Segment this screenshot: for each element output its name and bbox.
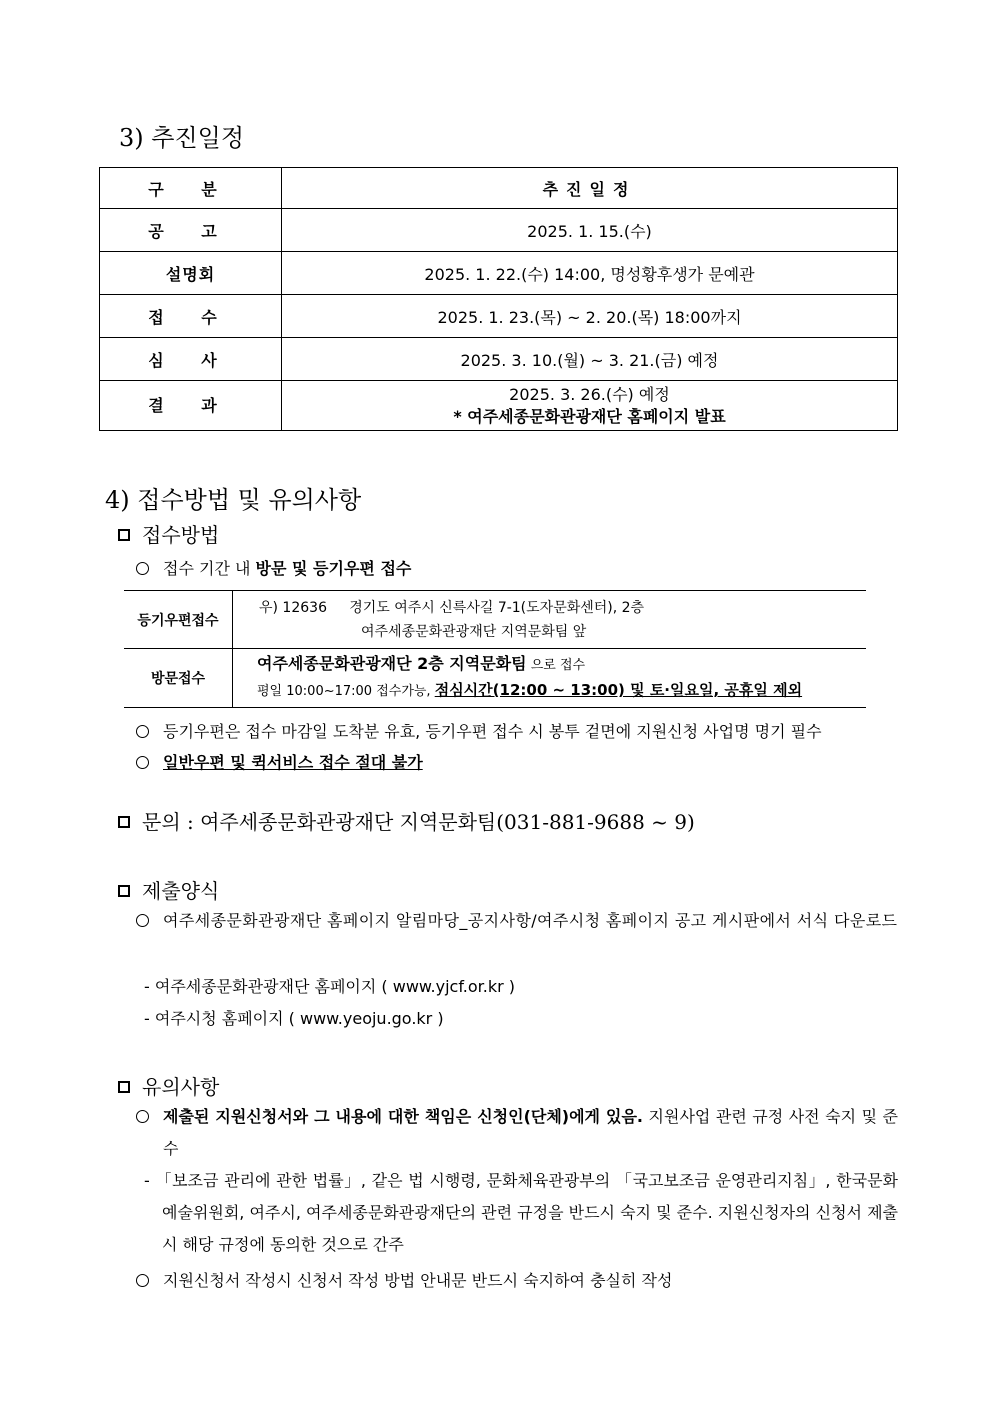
method-heading-text: 접수방법 xyxy=(142,523,220,547)
cautions-dash xyxy=(144,1165,898,1261)
method-heading xyxy=(118,519,219,548)
method-intro-bold: 방문 및 등기우편 접수 xyxy=(255,559,412,578)
header-schedule: 추진일정 xyxy=(282,168,898,209)
cautions-item-1-bold: 제출된 지원신청서와 그 내용에 대한 책임은 신청인(단체)에게 있음. xyxy=(163,1107,644,1126)
cautions-heading xyxy=(118,1071,219,1100)
forms-item-text: 여주세종문화관광재단 홈페이지 알림마당_공지사항/여주시청 홈페이지 공고 게시판에서 서식 다운로드 xyxy=(163,911,898,930)
header-category: 구 분 xyxy=(100,168,282,209)
row-label: 결 과 xyxy=(100,381,282,431)
square-bullet-icon xyxy=(118,816,130,828)
cautions-item-2-text: 지원신청서 작성시 신청서 작성 방법 안내문 반드시 숙지하여 충실히 작성 xyxy=(163,1271,673,1290)
inquiry-text: 문의 : 여주세종문화관광재단 지역문화팀(031-881-9688 ~ 9) xyxy=(142,810,695,834)
circle-bullet-icon xyxy=(136,725,149,738)
method-intro xyxy=(136,556,411,579)
cautions-item-1 xyxy=(136,1101,898,1165)
result-date: 2025. 3. 26.(수) 예정 xyxy=(509,384,670,404)
visit-value xyxy=(233,649,867,708)
row-label: 심 사 xyxy=(100,338,282,381)
reception-table xyxy=(124,590,866,708)
visit-place: 여주세종문화관광재단 2층 지역문화팀 xyxy=(257,654,527,673)
circle-bullet-icon xyxy=(136,562,149,575)
square-bullet-icon xyxy=(118,885,130,897)
forms-heading xyxy=(118,875,219,904)
inquiry-line xyxy=(118,806,695,835)
forms-link-2[interactable]: - 여주시청 홈페이지 ( www.yeoju.go.kr ) xyxy=(144,1009,444,1028)
table-row xyxy=(100,338,898,381)
row-value: 2025. 1. 23.(목) ~ 2. 20.(목) 18:00까지 xyxy=(282,295,898,338)
square-bullet-icon xyxy=(118,1081,130,1093)
mail-row xyxy=(124,591,866,649)
row-value: 2025. 1. 22.(수) 14:00, 명성황후생가 문예관 xyxy=(282,252,898,295)
section-4-title: 4) 접수방법 및 유의사항 xyxy=(105,486,362,514)
method-note-2-text: 일반우편 및 퀵서비스 접수 절대 불가 xyxy=(163,753,423,772)
row-label: 공 고 xyxy=(100,209,282,252)
circle-bullet-icon xyxy=(136,756,149,769)
cautions-item-2 xyxy=(136,1268,672,1291)
table-row xyxy=(100,209,898,252)
cautions-heading-text: 유의사항 xyxy=(142,1075,220,1099)
table-header-row xyxy=(100,168,898,209)
mail-address-line1: 우) 12636 경기도 여주시 신륵사길 7-1(도자문화센터), 2층 xyxy=(259,599,645,616)
visit-exclusion: 점심시간(12:00 ~ 13:00) 및 토·일요일, 공휴일 제외 xyxy=(434,681,803,699)
forms-link-1[interactable]: - 여주세종문화관광재단 홈페이지 ( www.yjcf.or.kr ) xyxy=(144,977,516,996)
circle-bullet-icon xyxy=(136,1110,149,1123)
mail-label: 등기우편접수 xyxy=(124,591,233,649)
mail-address-line2: 여주세종문화관광재단 지역문화팀 앞 xyxy=(361,623,587,640)
table-row xyxy=(100,252,898,295)
circle-bullet-icon xyxy=(136,1274,149,1287)
visit-label: 방문접수 xyxy=(124,649,233,708)
cautions-item-1-plain: 지원사업 관련 규정 사전 숙지 및 준수 xyxy=(163,1107,898,1158)
visit-row xyxy=(124,649,866,708)
row-label: 접 수 xyxy=(100,295,282,338)
table-row xyxy=(100,295,898,338)
row-value xyxy=(282,381,898,431)
forms-heading-text: 제출양식 xyxy=(142,879,220,903)
mail-value xyxy=(233,591,867,649)
schedule-table xyxy=(99,167,898,431)
result-note: * 여주세종문화관광재단 홈페이지 발표 xyxy=(453,406,726,426)
row-value: 2025. 1. 15.(수) xyxy=(282,209,898,252)
forms-item xyxy=(136,905,898,937)
section-3-title: 3) 추진일정 xyxy=(119,124,244,152)
method-note-1 xyxy=(136,719,822,742)
method-note-1-text: 등기우편은 접수 마감일 도착분 유효, 등기우편 접수 시 봉투 겉면에 지원신청 사업명 명기 필수 xyxy=(163,722,822,741)
method-intro-plain: 접수 기간 내 xyxy=(163,559,256,578)
square-bullet-icon xyxy=(118,529,130,541)
row-value: 2025. 3. 10.(월) ~ 3. 21.(금) 예정 xyxy=(282,338,898,381)
circle-bullet-icon xyxy=(136,914,149,927)
table-row xyxy=(100,381,898,431)
row-label: 설명회 xyxy=(100,252,282,295)
method-note-2 xyxy=(136,750,423,773)
cautions-dash-text: - 「보조금 관리에 관한 법률」, 같은 법 시행령, 문화체육관광부의 「국고보조금 운영관리지침」, 한국문화예술위원회, 여주시, 여주세종문화관광재단의 관련 규정을 반드시 숙지 및 준수. 지원신청자의 신청서 제출 시 해당 규정에 동의한 것으로 간주 xyxy=(144,1171,898,1254)
visit-place-suffix: 으로 접수 xyxy=(526,658,586,673)
visit-hours: 평일 10:00~17:00 접수가능, xyxy=(257,684,435,699)
